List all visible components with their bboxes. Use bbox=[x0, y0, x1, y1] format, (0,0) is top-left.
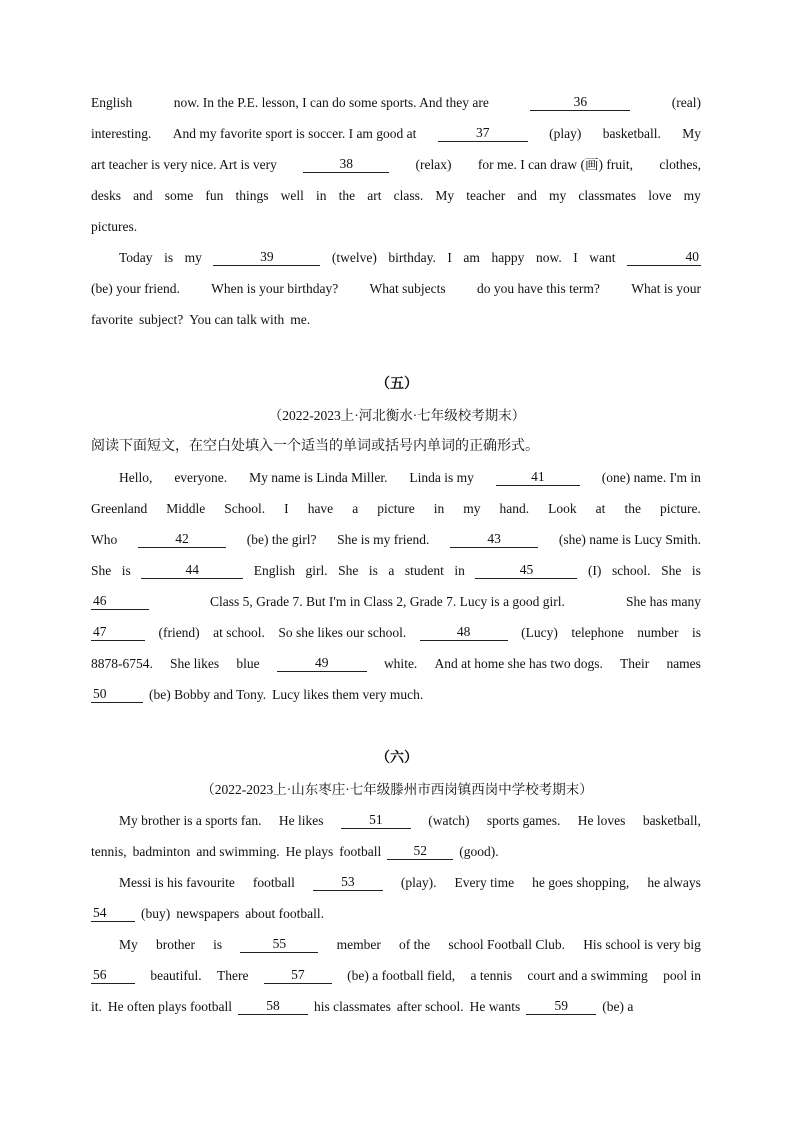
passage-text: is bbox=[691, 624, 701, 640]
passage-text: Today bbox=[119, 249, 153, 265]
passage-text: (friend) bbox=[158, 624, 200, 640]
passage-text: He wants bbox=[469, 998, 521, 1014]
passage-text: do you have this term? bbox=[476, 280, 600, 296]
answer-blank-40[interactable]: 40 bbox=[627, 249, 701, 266]
passage-text: (be) the girl? bbox=[246, 531, 317, 547]
passage-text: hand. bbox=[499, 500, 530, 516]
passage-text: (I) bbox=[587, 562, 602, 578]
passage-text: basketball, bbox=[642, 812, 701, 828]
passage-text: have bbox=[307, 500, 334, 516]
passage-text: My bbox=[435, 187, 455, 203]
passage-line bbox=[91, 991, 701, 1022]
passage-text: Messi is his favourite bbox=[119, 874, 235, 890]
passage-text: now. In the P.E. lesson, I can do some sports. And they are bbox=[173, 94, 489, 110]
passage-text: in bbox=[433, 500, 445, 516]
section-6-title: （六） bbox=[376, 751, 418, 766]
passage-text: There bbox=[217, 967, 249, 983]
passage-text: well bbox=[280, 187, 304, 203]
answer-blank-56[interactable]: 56 bbox=[91, 967, 135, 984]
passage-line bbox=[91, 149, 701, 180]
answer-blank-49[interactable]: 49 bbox=[277, 655, 367, 672]
passage-text: subject? bbox=[138, 311, 184, 327]
section-5-instruction: 阅读下面短文，在空白处填入一个适当的单词或括号内单词的正确形式。 bbox=[91, 438, 539, 454]
passage-text: (relax) bbox=[415, 156, 452, 172]
answer-blank-43[interactable]: 43 bbox=[450, 531, 538, 548]
passage-text: (be) a bbox=[602, 998, 634, 1014]
passage-text: (be) your friend. bbox=[91, 280, 180, 296]
passage-text: is bbox=[368, 562, 378, 578]
passage-text: number bbox=[637, 624, 679, 640]
passage-text: (play) bbox=[549, 125, 582, 141]
passage-text: (Lucy) bbox=[521, 624, 558, 640]
passage-text: English bbox=[253, 562, 296, 578]
passage-text: Every time bbox=[454, 874, 515, 890]
section-5-title: （五） bbox=[376, 377, 418, 392]
passage-text: and bbox=[133, 187, 153, 203]
passage-text: my bbox=[549, 187, 567, 203]
passage-text: clothes, bbox=[659, 156, 701, 172]
passage-line bbox=[91, 524, 701, 555]
passage-line bbox=[91, 118, 701, 149]
passage-text: interesting. bbox=[91, 125, 152, 141]
passage-text: She is my friend. bbox=[337, 531, 430, 547]
answer-blank-37[interactable]: 37 bbox=[438, 125, 528, 142]
answer-blank-58[interactable]: 58 bbox=[238, 998, 308, 1015]
passage-text: Linda is my bbox=[409, 469, 474, 485]
passage-text: girl. bbox=[305, 562, 328, 578]
passage-line bbox=[91, 273, 701, 304]
passage-text: I bbox=[573, 249, 578, 265]
passage-line bbox=[91, 805, 701, 836]
passage-text: he always bbox=[647, 874, 701, 890]
passage-text: my bbox=[683, 187, 701, 203]
passage-text: at bbox=[595, 500, 606, 516]
passage-text: He loves bbox=[577, 812, 626, 828]
passage-text: School. bbox=[224, 500, 266, 516]
answer-blank-59[interactable]: 59 bbox=[526, 998, 596, 1015]
passage-text: When is your birthday? bbox=[211, 280, 339, 296]
passage-text: picture bbox=[377, 500, 415, 516]
passage-text: She bbox=[91, 562, 112, 578]
passage-text: his classmates bbox=[313, 998, 391, 1014]
passage-text: pictures. bbox=[91, 218, 138, 234]
passage-text: love bbox=[648, 187, 672, 203]
passage-line bbox=[91, 648, 701, 679]
passage-text: in bbox=[316, 187, 327, 203]
passage-text: She has many bbox=[625, 593, 701, 609]
passage-text: of the bbox=[399, 936, 431, 952]
passage-text: And my favorite sport is soccer. I am good at bbox=[172, 125, 417, 141]
passage-text: My bbox=[682, 125, 701, 141]
passage-top bbox=[91, 87, 701, 335]
passage-text: (she) name is Lucy Smith. bbox=[558, 531, 701, 547]
passage-text: My bbox=[119, 936, 138, 952]
answer-blank-45[interactable]: 45 bbox=[475, 562, 577, 579]
passage-text: So she likes our school. bbox=[278, 624, 407, 640]
passage-text: desks bbox=[91, 187, 121, 203]
passage-text: football bbox=[339, 843, 382, 859]
passage-text: newspapers bbox=[176, 905, 240, 921]
passage-text: She bbox=[338, 562, 359, 578]
passage-line bbox=[91, 493, 701, 524]
passage-text: white. bbox=[383, 655, 418, 671]
answer-blank-48[interactable]: 48 bbox=[420, 624, 508, 641]
passage-text: tennis, bbox=[91, 843, 127, 859]
answer-blank-50[interactable]: 50 bbox=[91, 686, 143, 703]
passage-text: My brother is a sports fan. bbox=[119, 812, 262, 828]
passage-text: now. bbox=[535, 249, 562, 265]
passage-line bbox=[91, 462, 701, 493]
passage-text: names bbox=[666, 655, 701, 671]
passage-text: Who bbox=[91, 531, 118, 547]
passage-text: I bbox=[447, 249, 452, 265]
passage-text: am bbox=[463, 249, 480, 265]
passage-text: My name is Linda Miller. bbox=[249, 469, 388, 485]
passage-text: blue bbox=[236, 655, 260, 671]
passage-text: I bbox=[284, 500, 289, 516]
passage-text: football bbox=[252, 874, 295, 890]
answer-blank-41[interactable]: 41 bbox=[496, 469, 580, 486]
passage-text: and swimming. bbox=[196, 843, 280, 859]
passage-text: school Football Club. bbox=[448, 936, 565, 952]
passage-text: happy bbox=[491, 249, 525, 265]
passage-text: want bbox=[589, 249, 616, 265]
passage-text: the bbox=[624, 500, 641, 516]
passage-text: Hello, bbox=[119, 469, 153, 485]
passage-text: (play). bbox=[400, 874, 437, 890]
passage-text: the bbox=[338, 187, 356, 203]
passage-text: What is your bbox=[631, 280, 701, 296]
passage-text: sports games. bbox=[486, 812, 561, 828]
section-6-source: （2022-2023上·山东枣庄·七年级滕州市西岗镇西岗中学校考期末） bbox=[201, 782, 593, 797]
passage-text: classmates bbox=[578, 187, 637, 203]
passage-text: a tennis bbox=[470, 967, 513, 983]
answer-blank-46[interactable]: 46 bbox=[91, 593, 149, 610]
passage-text: Their bbox=[620, 655, 650, 671]
passage-text: Class 5, Grade 7. But I'm in Class 2, Grade 7. Lucy is a good girl. bbox=[210, 593, 565, 609]
passage-text: He often plays football bbox=[107, 998, 232, 1014]
passage-text: in bbox=[454, 562, 465, 578]
section-5-source: （2022-2023上·河北衡水·七年级校考期末） bbox=[268, 408, 526, 423]
passage-line bbox=[91, 679, 701, 710]
passage-text: favorite bbox=[91, 311, 133, 327]
passage-line bbox=[91, 836, 701, 867]
passage-text: badminton bbox=[132, 843, 191, 859]
passage-text: is bbox=[164, 249, 174, 265]
passage-text: Greenland bbox=[91, 500, 148, 516]
passage-line bbox=[91, 211, 701, 242]
passage-text: picture. bbox=[659, 500, 701, 516]
passage-text: art teacher is very nice. Art is very bbox=[91, 156, 277, 172]
passage-text: school. bbox=[611, 562, 651, 578]
passage-text: Middle bbox=[166, 500, 206, 516]
passage-text: His school is very big bbox=[583, 936, 701, 952]
answer-blank-54[interactable]: 54 bbox=[91, 905, 135, 922]
passage-text: English bbox=[91, 94, 133, 110]
passage-text: about football. bbox=[245, 905, 324, 921]
passage-text: is bbox=[691, 562, 701, 578]
passage-text: at school. bbox=[213, 624, 265, 640]
passage-text: court and a swimming bbox=[527, 967, 648, 983]
answer-blank-39[interactable]: 39 bbox=[213, 249, 320, 266]
passage-text: he goes shopping, bbox=[532, 874, 630, 890]
passage-text: everyone. bbox=[174, 469, 228, 485]
answer-blank-53[interactable]: 53 bbox=[313, 874, 383, 891]
passage-text: What subjects bbox=[369, 280, 446, 296]
passage-text: is bbox=[213, 936, 223, 952]
answer-blank-47[interactable]: 47 bbox=[91, 624, 145, 641]
answer-blank-38[interactable]: 38 bbox=[303, 156, 389, 173]
passage-text: class. bbox=[393, 187, 424, 203]
passage-text: And at home she has two dogs. bbox=[434, 655, 603, 671]
answer-blank-36[interactable]: 36 bbox=[530, 94, 630, 111]
passage-text: basketball. bbox=[602, 125, 661, 141]
passage-text: She likes bbox=[170, 655, 220, 671]
passage-text: beautiful. bbox=[150, 967, 202, 983]
passage-text: art bbox=[367, 187, 382, 203]
passage-section-5 bbox=[91, 462, 701, 710]
passage-line bbox=[91, 960, 701, 991]
passage-text: birthday. bbox=[388, 249, 436, 265]
answer-blank-42[interactable]: 42 bbox=[138, 531, 226, 548]
passage-text: He likes bbox=[278, 812, 324, 828]
passage-text: brother bbox=[155, 936, 195, 952]
passage-text: (real) bbox=[671, 94, 701, 110]
passage-text: You can talk with bbox=[189, 311, 285, 327]
passage-text: teacher bbox=[466, 187, 506, 203]
answer-blank-55[interactable]: 55 bbox=[240, 936, 318, 953]
answer-blank-57[interactable]: 57 bbox=[264, 967, 332, 984]
passage-text: (twelve) bbox=[331, 249, 377, 265]
passage-text: She bbox=[661, 562, 682, 578]
passage-text: some bbox=[164, 187, 194, 203]
passage-text: (be) a football field, bbox=[347, 967, 456, 983]
passage-text: me. bbox=[290, 311, 311, 327]
answer-blank-52[interactable]: 52 bbox=[387, 843, 453, 860]
passage-text: things bbox=[235, 187, 269, 203]
passage-section-6 bbox=[91, 805, 701, 1022]
answer-blank-44[interactable]: 44 bbox=[141, 562, 243, 579]
passage-text: is bbox=[121, 562, 131, 578]
passage-line bbox=[91, 617, 701, 648]
passage-line bbox=[91, 555, 701, 586]
passage-text: (good). bbox=[459, 843, 499, 859]
passage-text: and bbox=[517, 187, 537, 203]
passage-text: pool in bbox=[663, 967, 701, 983]
passage-text: (one) name. I'm in bbox=[601, 469, 701, 485]
passage-text: my bbox=[184, 249, 202, 265]
passage-text: member bbox=[336, 936, 381, 952]
passage-line bbox=[91, 242, 701, 273]
passage-line bbox=[91, 87, 701, 118]
passage-text: fun bbox=[205, 187, 224, 203]
passage-text: for me. I can draw (画) fruit, bbox=[477, 156, 634, 172]
passage-text: a bbox=[352, 500, 359, 516]
passage-line bbox=[91, 929, 701, 960]
passage-line bbox=[91, 586, 701, 617]
passage-text: 8878-6754. bbox=[91, 655, 153, 671]
passage-line bbox=[91, 898, 701, 929]
passage-text: after school. bbox=[396, 998, 464, 1014]
passage-text: my bbox=[463, 500, 481, 516]
passage-text: Lucy likes them very much. bbox=[272, 686, 424, 702]
passage-text: telephone bbox=[571, 624, 624, 640]
passage-text: Look bbox=[548, 500, 577, 516]
passage-text: (watch) bbox=[428, 812, 470, 828]
answer-blank-51[interactable]: 51 bbox=[341, 812, 411, 829]
passage-text: a bbox=[388, 562, 395, 578]
passage-text: He plays bbox=[285, 843, 334, 859]
passage-text: (be) Bobby and Tony. bbox=[149, 686, 267, 702]
passage-line bbox=[91, 180, 701, 211]
passage-text: (buy) bbox=[141, 905, 171, 921]
passage-line bbox=[91, 304, 701, 335]
passage-line bbox=[91, 867, 701, 898]
passage-text: student bbox=[404, 562, 444, 578]
passage-text: it. bbox=[91, 998, 102, 1014]
